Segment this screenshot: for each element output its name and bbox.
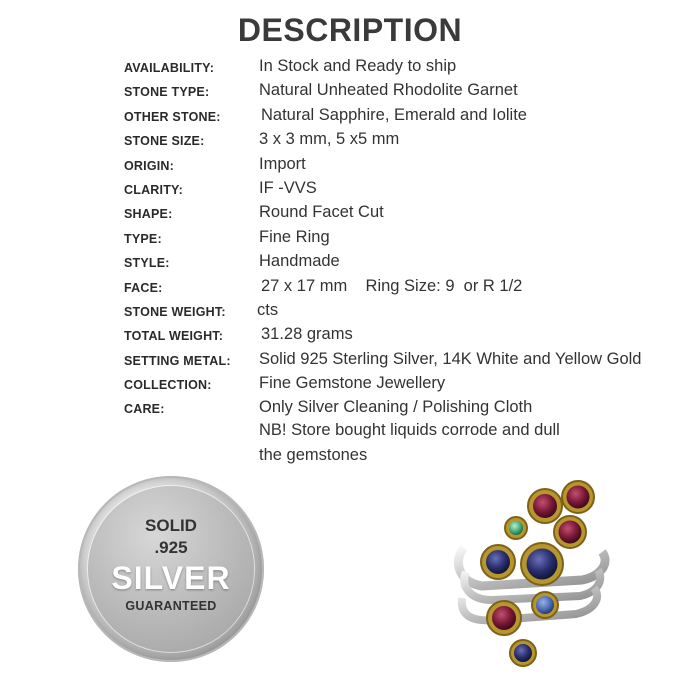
spec-value: 31.28 grams: [261, 325, 353, 344]
spec-label: STONE TYPE:: [124, 85, 210, 100]
spec-label: STONE SIZE:: [124, 134, 205, 149]
spec-label: TOTAL WEIGHT:: [124, 329, 224, 344]
spec-value: Solid 925 Sterling Silver, 14K White and Yellow Gold: [259, 349, 642, 368]
care-note-line: NB! Store bought liquids corrode and dull: [259, 421, 560, 439]
care-note-line: the gemstones: [259, 446, 368, 464]
spec-label: STONE WEIGHT:: [124, 304, 226, 319]
spec-value: Round Facet Cut: [259, 203, 384, 222]
spec-value: Natural Unheated Rhodolite Garnet: [259, 81, 518, 100]
spec-value: 3 x 3 mm, 5 x5 mm: [259, 130, 400, 149]
spec-value: In Stock and Ready to ship: [259, 57, 457, 75]
spec-label: TYPE:: [124, 231, 162, 246]
spec-label: CARE:: [124, 402, 165, 417]
badge-line-solid: SOLID: [145, 516, 197, 535]
spec-value: Handmade: [259, 252, 340, 271]
spec-value: Only Silver Cleaning / Polishing Cloth: [259, 398, 533, 417]
spec-label: OTHER STONE:: [124, 109, 221, 124]
spec-label: CLARITY:: [124, 182, 183, 197]
ring-product-image: [452, 470, 612, 670]
spec-value: IF -VVS: [259, 178, 317, 197]
gemstone-cluster: [481, 481, 594, 666]
spec-label: AVAILABILITY:: [124, 61, 215, 75]
badge-line-silver: SILVER: [111, 560, 231, 596]
spec-value: Natural Sapphire, Emerald and Iolite: [261, 105, 527, 124]
spec-label: SETTING METAL:: [124, 353, 231, 368]
page-title: DESCRIPTION: [237, 12, 463, 48]
spec-value: Fine Ring: [259, 227, 330, 246]
badge-line-guaranteed: GUARANTEED: [125, 599, 217, 613]
spec-value: Import: [259, 154, 306, 173]
solid-silver-badge: [78, 476, 264, 662]
spec-label: STYLE:: [124, 256, 170, 271]
spec-value: Fine Gemstone Jewellery: [259, 374, 446, 393]
spec-label: ORIGIN:: [124, 158, 175, 173]
spec-label: SHAPE:: [124, 207, 173, 222]
spec-value: 27 x 17 mm Ring Size: 9 or R 1/2: [261, 276, 523, 295]
spec-label: COLLECTION:: [124, 378, 212, 393]
spec-value: cts: [257, 300, 279, 319]
badge-line-925: .925: [154, 538, 188, 557]
spec-label: FACE:: [124, 280, 163, 295]
